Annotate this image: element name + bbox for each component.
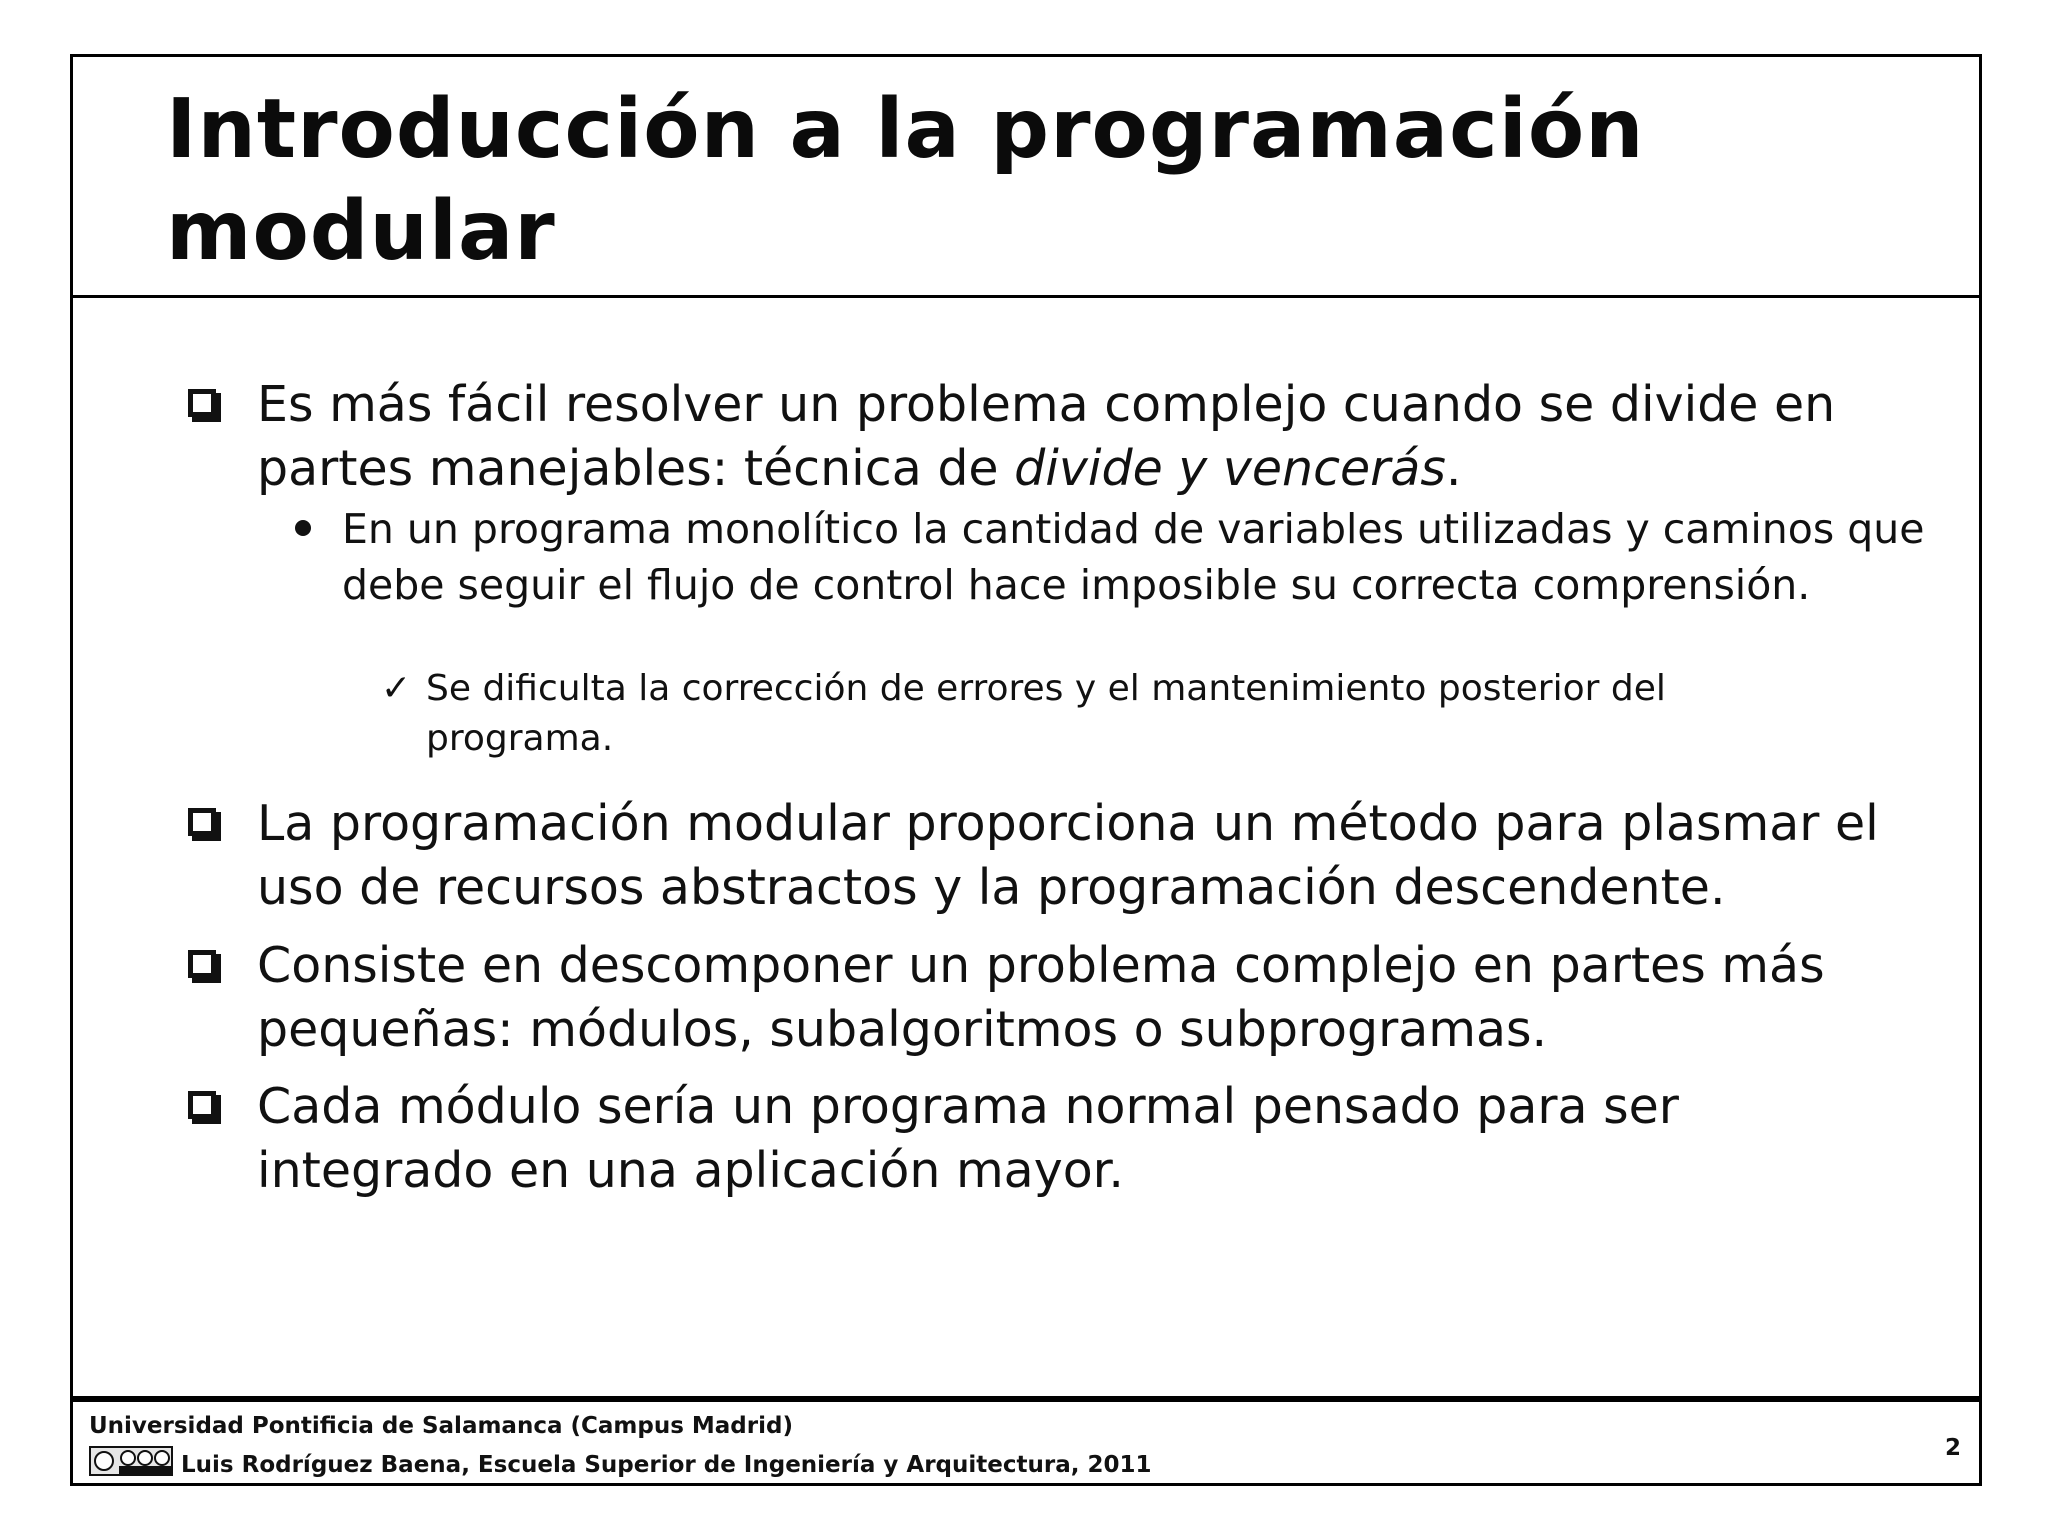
subbullet-monolithic-program [342, 501, 1942, 613]
title-area [73, 57, 1979, 298]
emphasis-text: divide y vencerás [1014, 440, 1446, 497]
checkmark-icon: ✓ [381, 668, 412, 709]
checkbox-bullet-icon [188, 389, 216, 417]
bullet-text: Consiste en descomponer un problema complejo en partes más pequeñas: módulos, subalgoritmos o subprogramas. [257, 937, 1825, 1058]
sa-circle-icon [154, 1450, 170, 1466]
dot-bullet-icon [295, 520, 311, 536]
checkbox-bullet-icon [188, 950, 216, 978]
footer-author: Luis Rodríguez Baena, Escuela Superior de Ingeniería y Arquitectura, 2011 [181, 1452, 1152, 1478]
cc-circle-icon [94, 1451, 114, 1471]
bullet-divide-and-conquer [257, 373, 1917, 501]
subsubbullet-error-correction [381, 664, 1846, 764]
slide-frame [70, 54, 1982, 1486]
by-circle-icon [120, 1450, 136, 1466]
slide-title: Introducción a la programación modular [166, 82, 1645, 279]
page-number: 2 [1945, 1435, 1962, 1461]
checkbox-bullet-icon [188, 808, 216, 836]
footer-divider [70, 1396, 1982, 1402]
bullet-decompose-problem [257, 934, 1917, 1062]
bullet-modular-programming-method [257, 792, 1917, 920]
subsubbullet-text: Se dificulta la corrección de errores y el mantenimiento posterior del programa. [426, 668, 1666, 759]
bullet-module-program [257, 1075, 1917, 1203]
bullet-text: Cada módulo sería un programa normal pensado para ser integrado en una aplicación mayor. [257, 1078, 1679, 1199]
bullet-text: La programación modular proporciona un método para plasmar el uso de recursos abstractos y la programación descendente. [257, 795, 1879, 916]
creative-commons-license-icon [89, 1446, 173, 1476]
bullet-text: Es más fácil resolver un problema complejo cuando se divide en partes manejables: técnica de divide y vencerás. [257, 376, 1836, 497]
slide-content [73, 298, 1979, 1448]
footer-institution: Universidad Pontificia de Salamanca (Campus Madrid) [89, 1413, 793, 1439]
subbullet-text: En un programa monolítico la cantidad de variables utilizadas y caminos que debe seguir el flujo de control hace imposible su correcta comprensión. [342, 505, 1925, 609]
nc-circle-icon [137, 1450, 153, 1466]
checkbox-bullet-icon [188, 1091, 216, 1119]
license-bar [119, 1466, 173, 1474]
